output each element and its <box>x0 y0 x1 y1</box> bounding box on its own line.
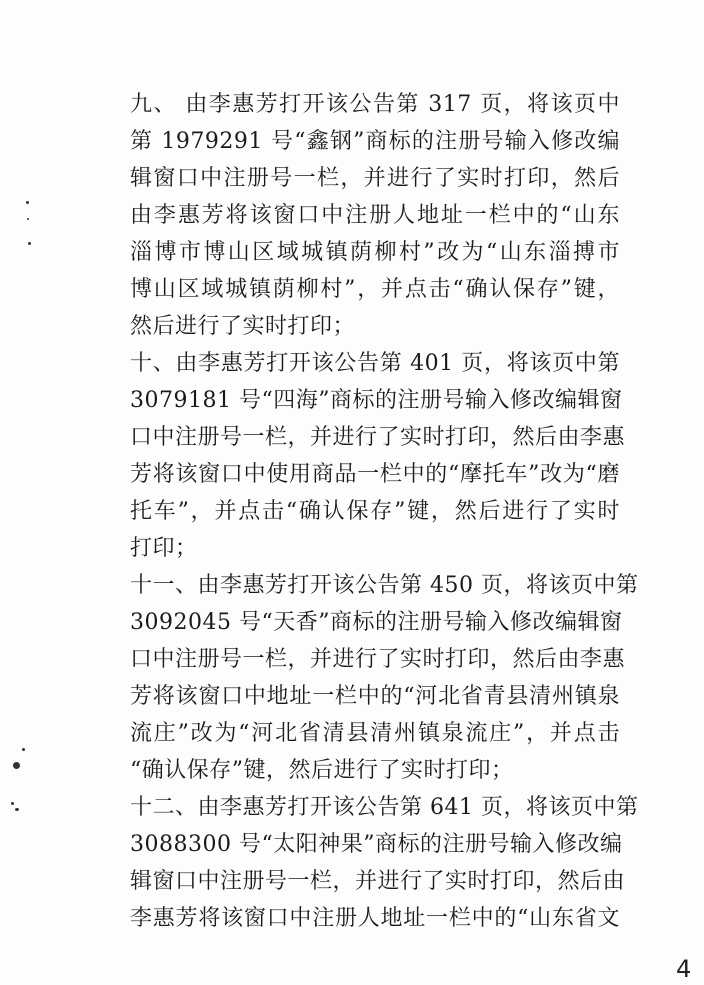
text-line: 辑窗口中注册号一栏，并进行了实时打印，然后 <box>130 166 620 191</box>
text-line: 第 1979291 号“鑫钢”商标的注册号输入修改编 <box>130 129 620 154</box>
text-line: 十、由李惠芳打开该公告第 401 页，将该页中第 <box>130 351 620 376</box>
text-line: 由李惠芳将该窗口中注册人地址一栏中的“山东 <box>130 203 620 228</box>
text-line: 3092045 号“天香”商标的注册号输入修改编辑窗 <box>130 610 623 635</box>
text-line: 芳将该窗口中地址一栏中的“河北省青县清州镇泉 <box>130 684 620 709</box>
text-line: 辑窗口中注册号一栏，并进行了实时打印，然后由 <box>130 869 626 894</box>
text-line: 淄博市博山区域城镇荫柳村”改为“山东淄搏市 <box>130 240 620 265</box>
text-line: 3079181 号“四海”商标的注册号输入修改编辑窗 <box>130 388 623 413</box>
text-line: 托车”，并点击“确认保存”键，然后进行了实时 <box>130 499 620 524</box>
text-line: 流庄”改为“河北省清县清州镇泉流庄”，并点击 <box>130 721 620 746</box>
text-line: 口中注册号一栏，并进行了实时打印，然后由李惠 <box>130 425 626 450</box>
text-line: 然后进行了实时打印； <box>130 314 356 339</box>
text-line: 李惠芳将该窗口中注册人地址一栏中的“山东省文 <box>130 906 620 931</box>
text-line: 博山区域城镇荫柳村”，并点击“确认保存”键， <box>130 277 620 302</box>
text-line: 九、 由李惠芳打开该公告第 317 页，将该页中 <box>130 92 620 117</box>
text-line: “确认保存”键，然后进行了实时打印； <box>130 758 514 783</box>
text-line: 芳将该窗口中使用商品一栏中的“摩托车”改为“磨 <box>130 462 620 487</box>
page-number: 4 <box>676 955 692 983</box>
text-line: 十一、由李惠芳打开该公告第 450 页，将该页中第 <box>130 573 639 598</box>
text-line: 打印； <box>130 536 198 561</box>
text-line: 3088300 号“太阳神果”商标的注册号输入修改编 <box>130 832 623 857</box>
text-line: 十二、由李惠芳打开该公告第 641 页，将该页中第 <box>130 795 639 820</box>
text-line: 口中注册号一栏，并进行了实时打印，然后由李惠 <box>130 647 626 672</box>
